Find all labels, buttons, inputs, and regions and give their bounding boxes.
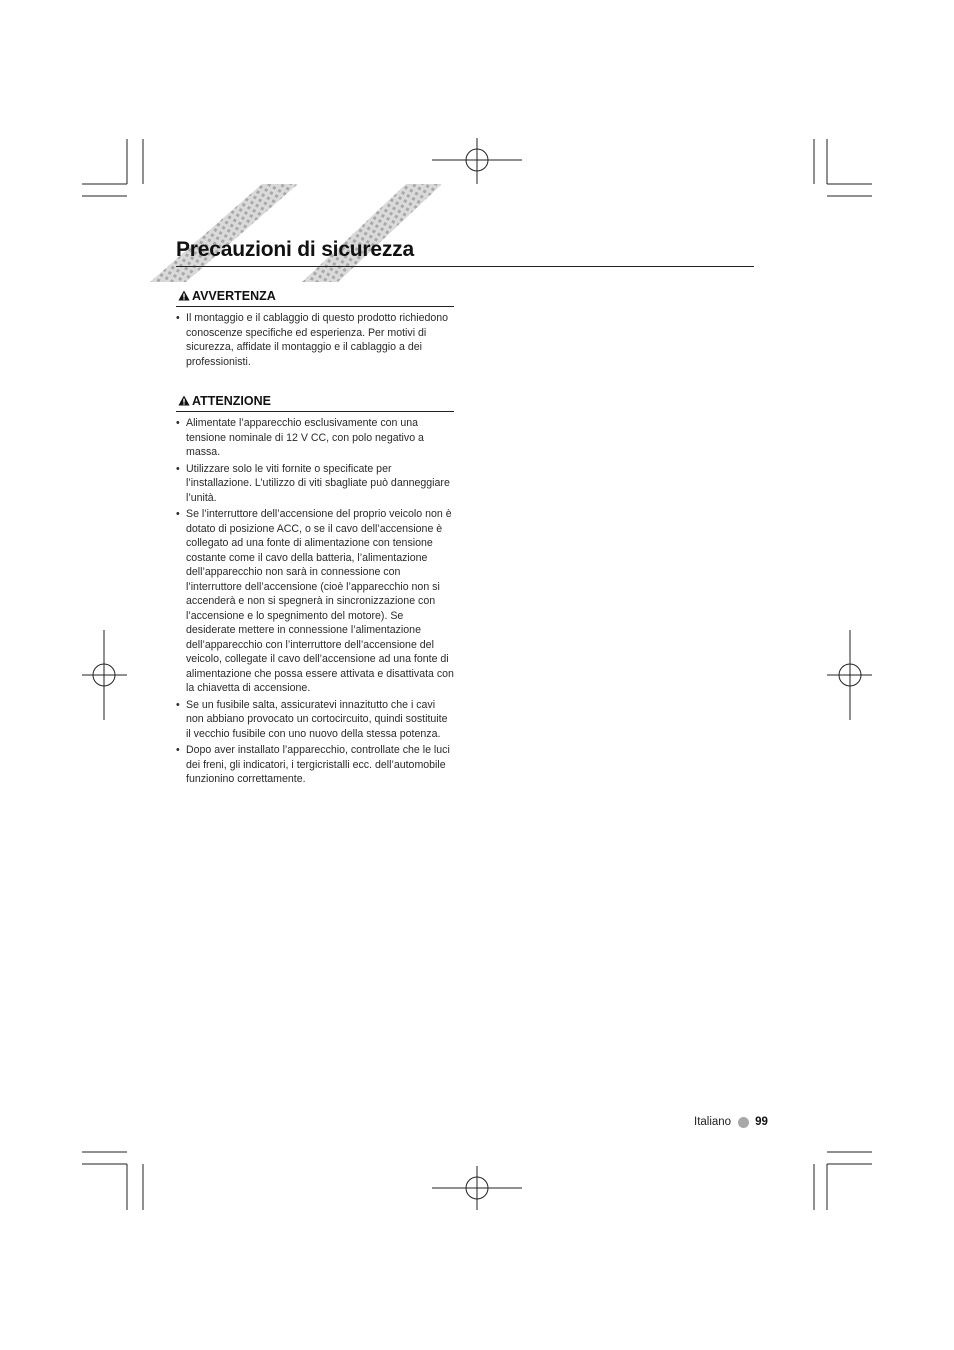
page-dot-icon: [738, 1117, 749, 1128]
crosshair-bottom-icon: [432, 1166, 522, 1210]
bullet-icon: •: [176, 698, 180, 711]
list-item-text: Se un fusibile salta, assicuratevi innazitutto che i cavi non abbiano provocato un cortocircuito, quindi sostituite il vecchio fusibile con uno nuovo della stessa potenza.: [186, 698, 448, 740]
page-footer: [694, 1116, 768, 1128]
list-item: [176, 743, 454, 787]
bullet-icon: •: [176, 508, 180, 520]
caution-heading: [176, 392, 454, 412]
bullet-icon: •: [176, 417, 180, 429]
list-item: [176, 507, 454, 696]
list-item-text: Alimentate l’apparecchio esclusivamente con una tensione nominale di 12 V CC, con polo negativo a massa.: [186, 417, 424, 458]
list-item: [176, 416, 454, 460]
list-item: [176, 462, 454, 506]
page-number: 99: [755, 1116, 768, 1128]
warning-triangle-icon: [178, 395, 190, 406]
caution-section: [176, 392, 454, 789]
bullet-icon: •: [176, 312, 180, 324]
bullet-icon: •: [176, 744, 180, 756]
bullet-icon: •: [176, 462, 180, 475]
crosshair-left-icon: [82, 630, 127, 720]
language-label: Italiano: [694, 1116, 732, 1128]
crosshair-right-icon: [827, 630, 872, 720]
list-item-text: Il montaggio e il cablaggio di questo prodotto richiedono conoscenze specifiche ed esperienza. Per motivi di sicurezza, affidate il montaggio e il cablaggio a dei professionisti.: [186, 312, 449, 368]
caution-list: [176, 416, 454, 787]
page-title: Precauzioni di sicurezza: [176, 238, 414, 261]
warning-section: [176, 287, 454, 371]
tire-track-decoration: [0, 0, 954, 320]
list-item: [176, 698, 454, 742]
caution-heading-label: ATTENZIONE: [192, 393, 271, 408]
list-item-text: Utilizzare solo le viti fornite o specificate per l’installazione. L’utilizzo di viti sbagliate può danneggiare l’unità.: [186, 462, 450, 504]
warning-heading-label: AVVERTENZA: [192, 288, 276, 303]
list-item: [176, 311, 454, 369]
warning-list: [176, 311, 454, 369]
warning-triangle-icon: [178, 290, 190, 301]
warning-heading: [176, 287, 454, 307]
title-rule: [176, 266, 754, 267]
list-item-text: Dopo aver installato l’apparecchio, controllate che le luci dei freni, gli indicatori, i tergicristalli ecc. dell’automobile funzionino correttamente.: [186, 744, 450, 785]
list-item-text: Se l’interruttore dell’accensione del proprio veicolo non è dotato di posizione ACC, o se il cavo dell’accensione è collegato ad una fonte di alimentazione con tensione costante come il cavo della batteria, l’alimentazione dell’apparecchio non sarà in connessione con l’interruttore dell’accensione (cioè l’apparecchio non si accenderà e non si spegnerà in sincronizzazione con l’accensione e lo spegnimento del motore). Se desiderate mettere in connessione l’alimentazione dell’apparecchio con l’interruttore dell’accensione del veicolo, collegate il cavo dell’accensione ad una fonte di alimentazione che possa essere attivata e disattivata con la chiavetta di accensione.: [186, 508, 454, 694]
